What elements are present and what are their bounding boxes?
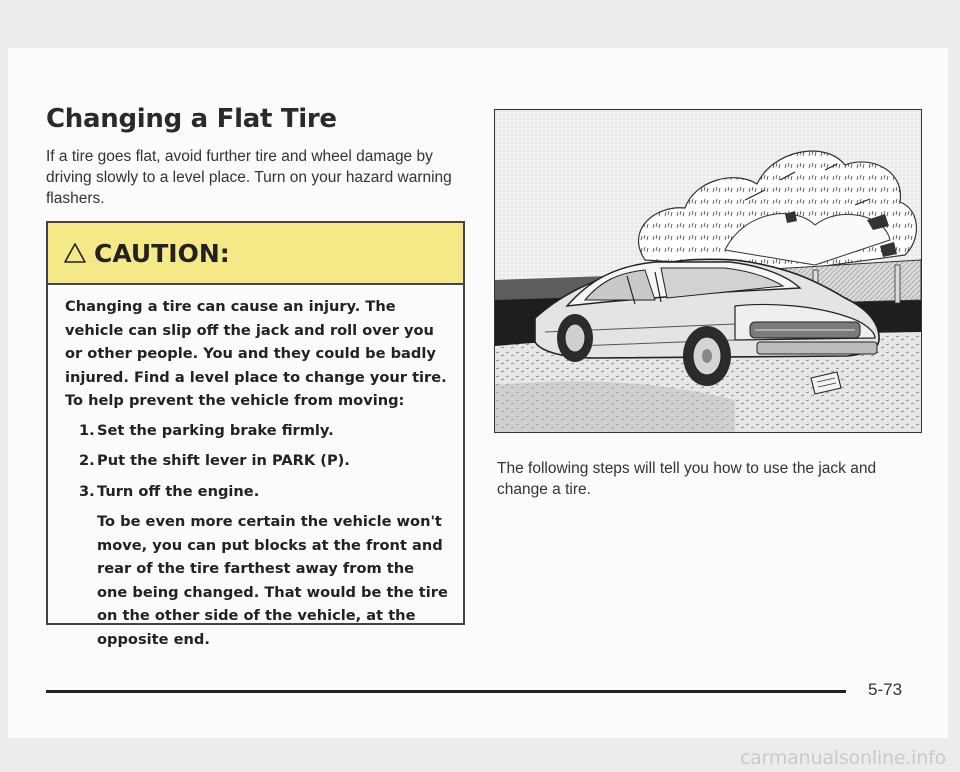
step-number: 2. bbox=[79, 452, 95, 469]
steps-intro-paragraph: The following steps will tell you how to use the jack and change a tire. bbox=[497, 460, 877, 498]
page-number: 5-73 bbox=[868, 680, 903, 699]
caution-note: To be even more certain the vehicle won't move, you can put blocks at the front and rear of the tire farthest away from the one being changed. That would be the tire on the other side of the vehicle, at the opposite end. bbox=[97, 513, 448, 648]
caution-step bbox=[79, 419, 449, 443]
caution-box bbox=[46, 221, 465, 648]
step-number: 3. bbox=[79, 482, 95, 500]
watermark: carmanualsonline.info bbox=[739, 747, 946, 769]
caution-step bbox=[79, 449, 449, 473]
step-number: 1. bbox=[79, 421, 95, 439]
sedan-illustration-graphic bbox=[495, 110, 921, 432]
step-text: Set the parking brake firmly. bbox=[97, 421, 334, 439]
caution-paragraph: Changing a tire can cause an injury. The vehicle can slip off the jack and roll over you or other people. You and they could be badly injured. Find a level place to change your tire. To help prevent the vehicle from moving: bbox=[65, 298, 447, 409]
caution-header bbox=[48, 223, 463, 285]
step-text: Put the shift lever in PARK (P). bbox=[97, 452, 350, 469]
page-title: Changing a Flat Tire bbox=[46, 104, 337, 134]
intro-paragraph: If a tire goes flat, avoid further tire and wheel damage by driving slowly to a level place. Turn on your hazard warning flashers. bbox=[46, 148, 452, 207]
warning-triangle-icon bbox=[64, 243, 86, 263]
car-illustration bbox=[494, 109, 922, 433]
caution-step bbox=[79, 480, 449, 504]
footer-rule bbox=[46, 690, 846, 693]
step-text: Turn off the engine. bbox=[97, 482, 260, 500]
caution-body bbox=[48, 285, 463, 651]
caution-title: CAUTION: bbox=[94, 238, 230, 268]
caution-steps bbox=[65, 419, 449, 504]
